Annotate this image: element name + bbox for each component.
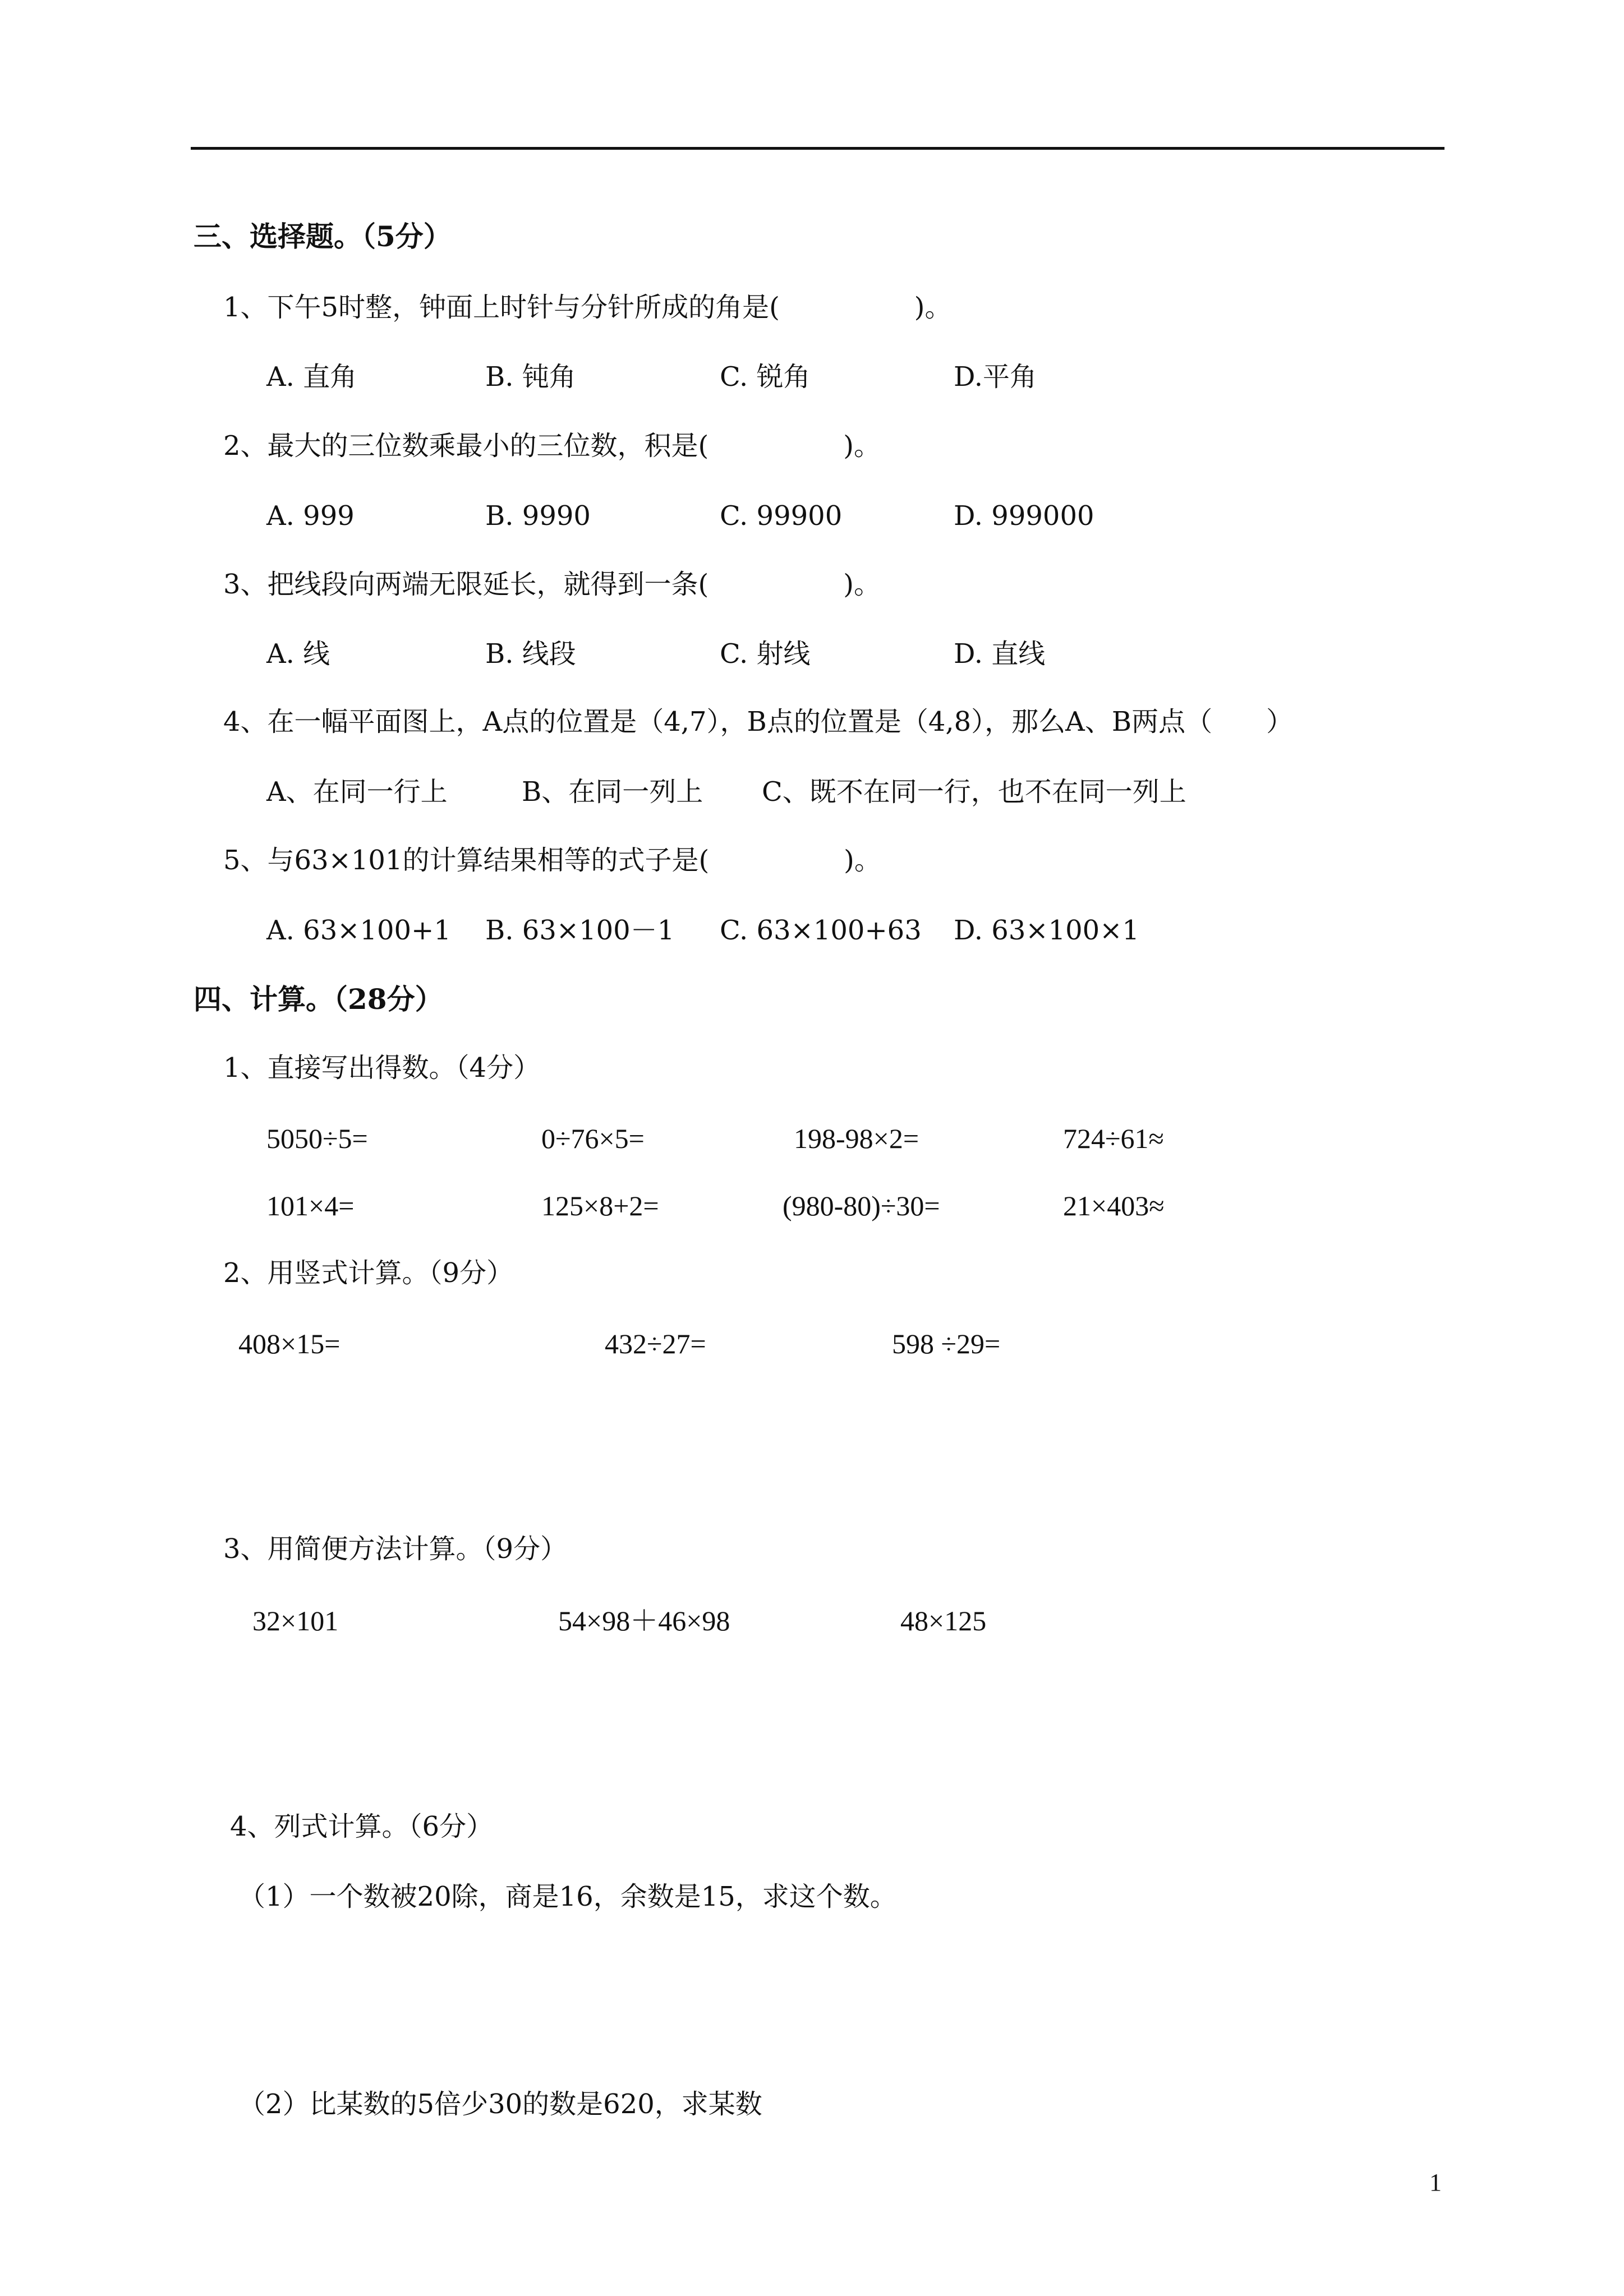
word-problem-2: （2）比某数的5倍少30的数是620，求某数 — [238, 2088, 762, 2120]
question-4-option-c: C、既不在同一行，也不在同一列上 — [762, 776, 1186, 808]
header-rule — [191, 147, 1444, 150]
question-2-stem: 2、最大的三位数乘最小的三位数，积是( )。 — [223, 430, 881, 462]
mental-calc-item: 125×8+2= — [541, 1190, 659, 1221]
question-1-stem: 1、下午5时整，钟面上时针与分针所成的角是( )。 — [223, 292, 952, 323]
page-number: 1 — [1429, 2169, 1442, 2196]
question-3-stem: 3、把线段向两端无限延长，就得到一条( )。 — [223, 569, 881, 600]
question-2-option-a: A. 999 — [266, 500, 355, 532]
simplified-calc-item: 54×98＋46×98 — [558, 1605, 730, 1636]
word-problem-1: （1）一个数被20除，商是16，余数是15，求这个数。 — [238, 1881, 897, 1912]
question-5-option-a: A. 63×100+1 — [266, 915, 451, 946]
part4-title: 4、列式计算。（6分） — [230, 1811, 494, 1842]
question-2-option-d: D. 999000 — [954, 500, 1094, 532]
question-2-option-b: B. 9990 — [485, 500, 591, 532]
question-1-option-a: A. 直角 — [266, 361, 357, 393]
part3-title: 3、用简便方法计算。（9分） — [223, 1533, 568, 1565]
vertical-calc-item: 408×15= — [238, 1328, 341, 1359]
question-5-option-d: D. 63×100×1 — [954, 915, 1139, 946]
vertical-calc-item: 598 ÷29= — [892, 1328, 1001, 1359]
question-5-option-c: C. 63×100+63 — [720, 915, 922, 946]
question-4-option-a: A、在同一行上 — [266, 776, 448, 808]
mental-calc-item: 0÷76×5= — [541, 1123, 645, 1154]
part2-title: 2、用竖式计算。（9分） — [223, 1257, 514, 1289]
mental-calc-item: (980-80)÷30= — [783, 1190, 940, 1221]
question-2-option-c: C. 99900 — [720, 500, 843, 532]
vertical-calc-item: 432÷27= — [605, 1328, 706, 1359]
mental-calc-item: 21×403≈ — [1063, 1190, 1165, 1221]
question-3-option-a: A. 线 — [266, 638, 330, 670]
question-4-option-b: B、在同一列上 — [522, 776, 703, 808]
simplified-calc-item: 32×101 — [252, 1605, 339, 1636]
question-4-stem: 4、在一幅平面图上，A点的位置是（4,7），B点的位置是（4,8），那么A、B两点（ ） — [223, 706, 1294, 737]
mental-calc-item: 5050÷5= — [266, 1123, 368, 1154]
mental-calc-item: 101×4= — [266, 1190, 355, 1221]
question-3-option-b: B. 线段 — [485, 638, 576, 670]
mental-calc-item: 724÷61≈ — [1063, 1123, 1164, 1154]
simplified-calc-item: 48×125 — [900, 1605, 987, 1636]
question-3-option-d: D. 直线 — [954, 638, 1046, 670]
part1-title: 1、直接写出得数。（4分） — [223, 1052, 541, 1084]
question-1-option-b: B. 钝角 — [485, 361, 576, 393]
question-5-option-b: B. 63×100－1 — [485, 915, 675, 946]
question-3-option-c: C. 射线 — [720, 638, 811, 670]
section3-heading: 三、选择题。（5分） — [194, 220, 452, 253]
question-1-option-c: C. 锐角 — [720, 361, 811, 393]
mental-calc-item: 198-98×2= — [794, 1123, 919, 1154]
question-1-option-d: D.平角 — [954, 361, 1037, 393]
question-5-stem: 5、与63×101的计算结果相等的式子是( )。 — [223, 845, 881, 876]
section4-heading: 四、计算。（28分） — [194, 983, 443, 1016]
